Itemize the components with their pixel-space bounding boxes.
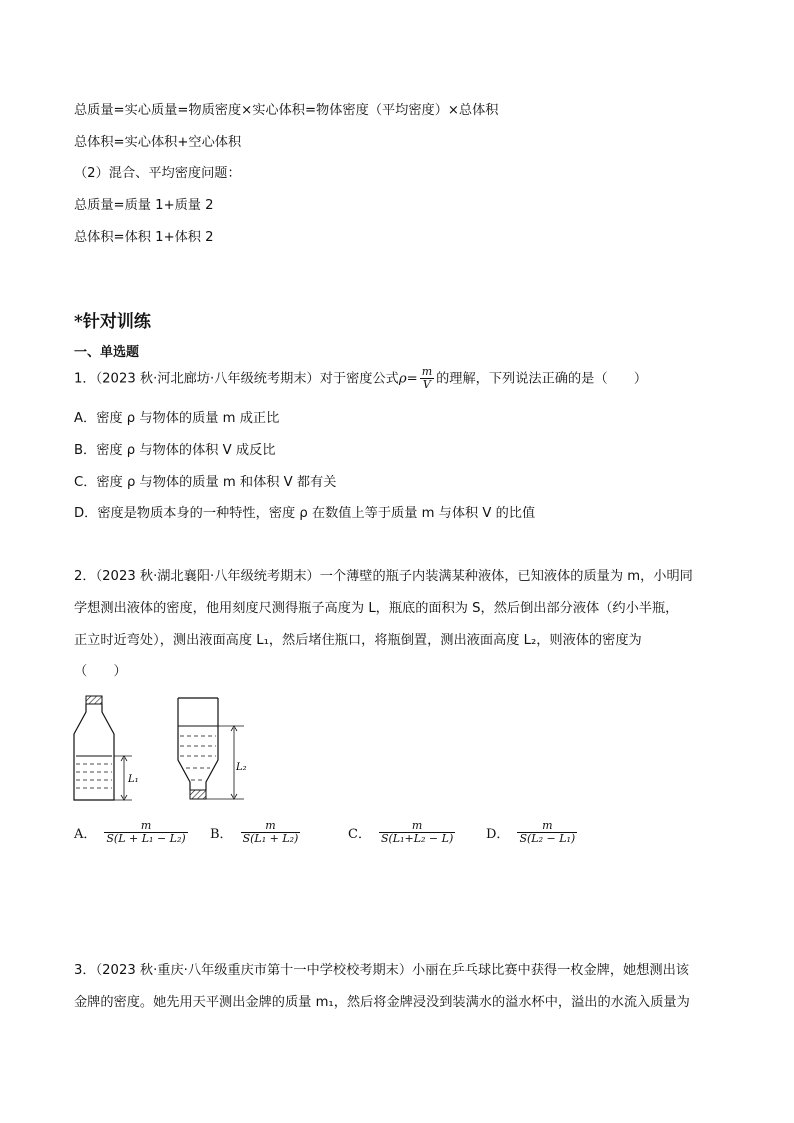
q2-option-b[interactable] [210,820,302,845]
section-title: *针对训练 [74,312,151,332]
q2-option-d-fraction [517,820,577,845]
upright-bottle [74,696,139,800]
q1-stem-prefix: 1．（2023 秋·河北廊坊·八年级统考期末）对于密度公式 [74,371,399,387]
q1-formula-num: m [421,365,433,378]
q2-option-a-den: S(L + L₁ − L₂) [106,832,186,845]
label-l1: L₁ [128,774,139,785]
inverted-bottle [178,698,247,799]
q1-formula-fraction [420,366,434,391]
q2-line-3: 正立时近弯处），测出液面高度 L₁，然后堵住瓶口，将瓶倒置，测出液面高度 L₂，则液体的密度为 [74,633,642,648]
q2-line-4: （ ） [74,664,127,679]
q2-line-2: 学想测出液体的密度，他用刻度尺测得瓶子高度为 L，瓶底的面积为 S，然后倒出部分液体（约小半瓶， [74,601,679,616]
q2-option-c-label: C． [348,827,371,842]
q3-line-1: 3．（2023 秋·重庆·八年级重庆市第十一中学校校考期末）小丽在乒乓球比赛中获得一枚金牌，她想测出该 [74,963,689,978]
q2-option-d-den: S(L₂ − L₁) [519,832,576,845]
q2-option-d[interactable] [486,820,579,845]
label-l2: L₂ [236,762,247,773]
q3-line-2: 金牌的密度。她先用天平测出金牌的质量 m₁，然后将金牌浸没到装满水的溢水杯中，溢出的水流入质量为 [74,995,690,1010]
q2-option-d-label: D． [486,827,510,842]
q2-option-c-num: m [411,819,423,832]
q2-option-a-num: m [140,819,152,832]
q2-option-a-label: A． [74,827,97,842]
q1-option-c[interactable]: C．密度 ρ 与物体的质量 m 和体积 V 都有关 [74,475,337,490]
q2-option-d-num: m [542,819,553,832]
q2-option-a[interactable] [74,820,190,845]
q2-option-b-label: B． [210,827,233,842]
q1-formula-den: V [420,378,434,391]
subsection-title: 一、单选题 [74,345,140,360]
q2-option-b-fraction [241,820,301,845]
q2-option-a-fraction [104,820,187,845]
bottle-figure [70,694,270,806]
q2-option-c-fraction [379,820,455,845]
q1-stem [74,366,647,391]
q1-stem-suffix: 的理解，下列说法正确的是（ ） [436,371,648,387]
q1-formula-lhs: ρ= [398,371,418,387]
formula-total-mass: 总质量=实心质量=物质密度×实心体积=物体密度（平均密度）×总体积 [74,103,499,118]
q2-option-c-den: S(L₁+L₂ − L) [380,832,454,845]
q2-line-1: 2．（2023 秋·湖北襄阳·八年级统考期末）一个薄壁的瓶子内装满某种液体，已知液体的质量为 m，小明同 [74,569,693,584]
q2-option-c[interactable] [348,820,457,845]
q2-option-b-num: m [265,819,276,832]
formula-mix-volume: 总体积=体积 1+体积 2 [74,230,214,245]
mix-heading: （2）混合、平均密度问题： [74,166,241,181]
formula-total-volume: 总体积=实心体积+空心体积 [74,135,242,150]
q2-option-b-den: S(L₁ + L₂) [242,832,299,845]
formula-mix-mass: 总质量=质量 1+质量 2 [74,198,214,213]
q1-option-d[interactable]: D．密度是物质本身的一种特性，密度 ρ 在数值上等于质量 m 与体积 V 的比值 [74,506,536,521]
q1-option-b[interactable]: B．密度 ρ 与物体的体积 V 成反比 [74,443,276,458]
q1-option-a[interactable]: A．密度 ρ 与物体的质量 m 成正比 [74,411,280,426]
